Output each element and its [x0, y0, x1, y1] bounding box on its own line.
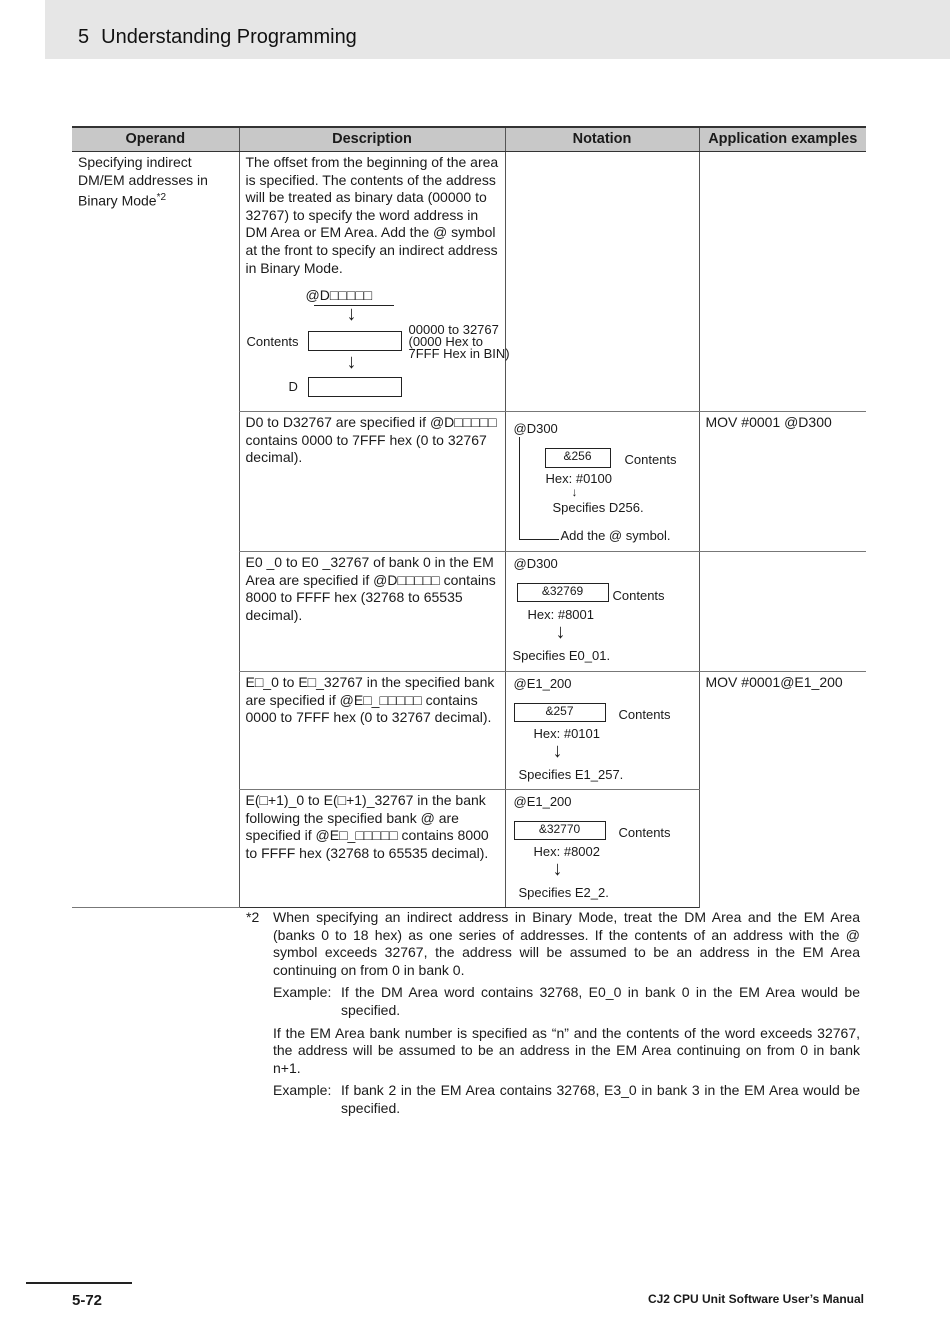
- notation-cell: [505, 790, 699, 908]
- description-cell: [239, 152, 510, 412]
- notation-add-symbol: Add the @ symbol.: [560, 528, 671, 543]
- manual-title: CJ2 CPU Unit Software User’s Manual: [647, 1292, 864, 1306]
- chapter-number: 5: [78, 26, 90, 48]
- example-text: MOV #0001@E1_200: [705, 674, 843, 690]
- figure-range-note-3: 7FFF Hex in BIN): [408, 346, 510, 362]
- description-text: The offset from the beginning of the area is specified. The contents of the address will be treated as binary data (00000 to 32767) to specify the word address in DM Area or EM Area. Add the @ symbol at the front to specify an indirect address in Binary Mode.: [245, 154, 499, 276]
- operand-cell: [72, 152, 239, 908]
- example-text: MOV #0001 @D300: [705, 414, 832, 430]
- operand-superscript: *2: [156, 192, 167, 204]
- figure-d-label: D: [288, 379, 298, 395]
- notation-cell: [505, 672, 699, 790]
- example-cell: [699, 412, 866, 552]
- notation-hex: Hex: #8001: [527, 607, 594, 622]
- chapter-title-text: Understanding Programming: [101, 26, 357, 48]
- notation-specifies: Specifies E0_01.: [512, 648, 611, 663]
- notation-value-box: &257: [514, 703, 606, 722]
- description-text: E(□+1)_0 to E(□+1)_32767 in the bank following the specified bank @ are specified if @E□_□□□□□ contains 8000 to FFFF hex (32768 to 65535 decimal).: [245, 792, 489, 861]
- example-cell: [699, 672, 866, 908]
- figure-range-note-1: 00000 to 32767: [408, 322, 499, 338]
- table-row: [72, 152, 866, 412]
- notation-specifies: Specifies E1_257.: [518, 767, 624, 782]
- description-text: E0 _0 to E0 _32767 of bank 0 in the EM Area are specified if @D□□□□□ contains 8000 to FFFF hex (32768 to 65535 decimal).: [245, 554, 496, 623]
- notation-contents-label: Contents: [618, 825, 671, 840]
- arrow-down-icon: ↓: [555, 621, 566, 643]
- figure-range-note-2: (0000 Hex to: [408, 334, 483, 350]
- notation-figure: [512, 790, 694, 906]
- notation-operand: @E1_200: [513, 676, 572, 691]
- notation-specifies: Specifies D256.: [552, 500, 644, 515]
- figure-contents-label: Contents: [246, 334, 299, 350]
- arrow-down-icon: ↓: [552, 858, 563, 880]
- table-header-row: [72, 127, 866, 152]
- footnote: [246, 909, 860, 1118]
- notation-specifies: Specifies E2_2.: [518, 885, 609, 900]
- footnote-example2-label: Example:: [273, 1082, 332, 1099]
- description-cell: [239, 412, 505, 552]
- page-number: 5-72: [72, 1292, 103, 1309]
- arrow-down-icon: ↓: [552, 740, 563, 762]
- footnote-text: When specifying an indirect address in Binary Mode, treat the DM Area and the EM Area (banks 0 to 18 hex) as one series of addresses. If the contents of an address with the @ symbol exceeds 32767, the address will be assumed to be an address in the EM Area continuing on from 0 in bank 0.: [273, 909, 860, 978]
- notation-contents-label: Contents: [612, 588, 665, 603]
- notation-contents-label: Contents: [624, 452, 677, 467]
- example-cell: [699, 152, 866, 412]
- description-text: D0 to D32767 are specified if @D□□□□□ contains 0000 to 7FFF hex (0 to 32767 decimal).: [245, 414, 497, 466]
- notation-cell: [505, 552, 699, 672]
- column-header-description: Description: [239, 127, 505, 152]
- notation-operand: @D300: [513, 556, 558, 571]
- chapter-title: [78, 26, 357, 49]
- example-cell: [699, 552, 866, 672]
- header-band: [45, 0, 950, 59]
- footer-rule: [26, 1282, 132, 1284]
- description-cell: [239, 672, 505, 790]
- operand-text: Specifying indirect DM/EM addresses in Binary Mode: [78, 154, 208, 209]
- footnote-paragraph-2: If the EM Area bank number is specified as “n” and the contents of the word exceeds 32767, the address will be assumed to be an address in the EM Area continuing on from 0 in bank n+1.: [273, 1024, 860, 1076]
- notation-figure: [512, 552, 694, 670]
- notation-value-box: &32769: [517, 583, 609, 602]
- description-cell: [239, 552, 505, 672]
- column-header-operand: Operand: [72, 127, 239, 152]
- notation-operand: @E1_200: [513, 794, 572, 809]
- column-header-notation: Notation: [505, 127, 699, 152]
- figure-d-box: [308, 377, 402, 397]
- footnote-example2-text: If bank 2 in the EM Area contains 32768, E3_0 in bank 3 in the EM Area would be specified.: [341, 1082, 860, 1116]
- notation-cell: [505, 412, 699, 552]
- notation-cell: [505, 152, 699, 412]
- notation-figure: [512, 412, 694, 550]
- column-header-examples: Application examples: [699, 127, 866, 152]
- binary-mode-figure: [246, 277, 510, 403]
- notation-contents-label: Contents: [618, 707, 671, 722]
- description-cell: [239, 790, 505, 908]
- description-text: E□_0 to E□_32767 in the specified bank are specified if @E□_□□□□□ contains 0000 to 7FFF hex (0 to 32767 decimal).: [245, 674, 495, 726]
- footnote-mark: *2: [246, 909, 260, 925]
- notation-value-box: &32770: [514, 821, 606, 840]
- footnote-example1-text: If the DM Area word contains 32768, E0_0 in bank 0 in the EM Area would be specified.: [341, 984, 860, 1018]
- figure-contents-box: [308, 331, 402, 351]
- figure-operand-label: @D□□□□□: [305, 287, 373, 304]
- notation-hex: Hex: #0101: [533, 726, 600, 741]
- notation-hex: Hex: #8002: [533, 844, 600, 859]
- arrow-down-icon: ↓: [346, 303, 357, 326]
- arrow-down-icon: ↓: [346, 351, 357, 374]
- notation-operand: @D300: [513, 421, 558, 436]
- notation-value-box: &256: [545, 448, 611, 468]
- notation-hex: Hex: #0100: [545, 471, 612, 486]
- arrow-down-icon: ↓: [571, 485, 578, 499]
- notation-figure: [512, 672, 694, 788]
- operand-table: [72, 126, 866, 908]
- footnote-example1-label: Example:: [273, 984, 332, 1001]
